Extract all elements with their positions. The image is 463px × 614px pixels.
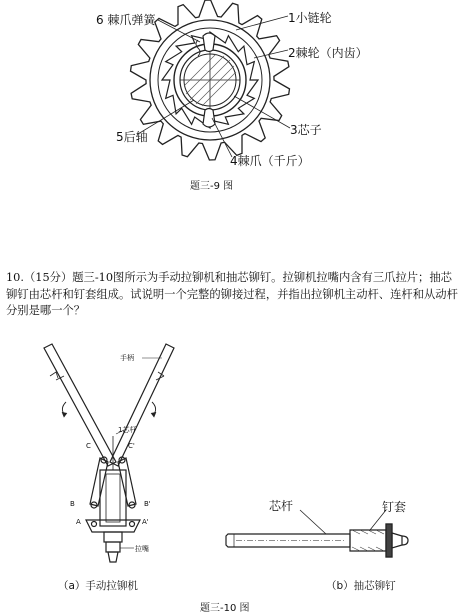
label-B-prime: B': [144, 500, 151, 508]
rivet: [226, 524, 408, 557]
subcaption-a: （a）手动拉铆机: [58, 580, 138, 592]
label-small-sprocket: 1小链轮: [288, 11, 332, 25]
label-nozzle: 拉嘴: [135, 545, 149, 553]
label-core-rod: 1芯杆: [118, 426, 137, 434]
fig10-caption: 题三-10 图: [200, 603, 250, 614]
label-A-prime: A': [142, 518, 149, 526]
label-A: A: [76, 518, 81, 526]
question-text: （15分）题三-10图所示为手动拉铆机和抽芯铆钉。拉铆机拉嘴内含有三爪拉片；抽芯铆钉由芯杆和钉套组成。试说明一个完整的铆接过程，并指出拉铆机主动杆、连杆和从动杆分别是哪一个？: [6, 271, 458, 317]
label-core: 3芯子: [290, 123, 322, 137]
label-rear-axle: 5后轴: [116, 130, 148, 144]
label-B: B: [70, 500, 75, 508]
label-rivet-sleeve: 钉套: [382, 500, 407, 514]
riveter: [44, 344, 174, 562]
subcaption-b: （b）抽芯铆钉: [326, 580, 396, 592]
label-C: C: [86, 442, 91, 450]
label-pawl: 4棘爪（千斤）: [230, 154, 310, 168]
question-number: 10.: [6, 271, 24, 284]
label-C-prime: C': [128, 442, 135, 450]
label-handle: 手柄: [120, 354, 134, 362]
label-rivet-core: 芯杆: [269, 499, 294, 513]
label-pawl-spring: 6 棘爪弹簧: [96, 13, 156, 27]
label-ratchet-wheel: 2棘轮（内齿）: [288, 46, 368, 60]
fig9-caption: 题三-9 图: [190, 181, 234, 192]
